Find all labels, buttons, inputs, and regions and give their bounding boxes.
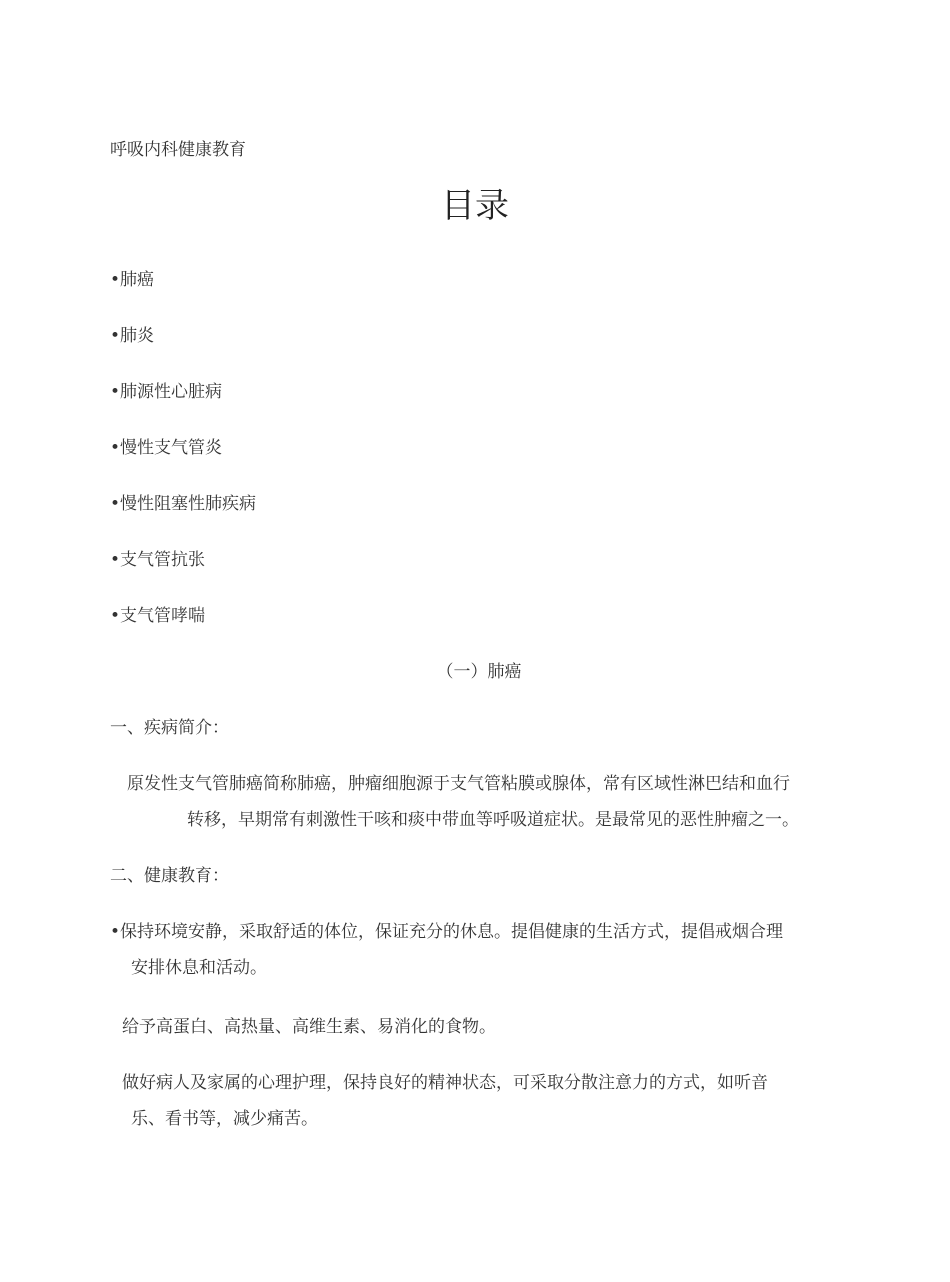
- bullet: •: [110, 326, 121, 346]
- bullet: •: [110, 606, 121, 626]
- intro-paragraph-line: 原发性支气管肺癌简称肺癌，肿瘤细胞源于支气管粘膜或腺体，常有区域性淋巴结和血行: [127, 774, 790, 794]
- toc-item: [110, 548, 205, 572]
- education-item-line: 做好病人及家属的心理护理，保持良好的精神状态，可采取分散注意力的方式，如听音: [122, 1073, 768, 1093]
- toc-item-label: 肺源性心脏病: [120, 382, 223, 402]
- toc-item-label: 肺炎: [120, 326, 155, 346]
- section-title: （一）肺癌: [436, 662, 522, 682]
- toc-item: [110, 380, 222, 404]
- toc-item-label: 慢性支气管炎: [120, 438, 223, 458]
- intro-heading: 一、疾病简介：: [110, 718, 229, 738]
- education-item-line: 乐、看书等，减少痛苦。: [131, 1109, 318, 1129]
- toc-item-label: 肺癌: [120, 270, 155, 290]
- toc-item: [110, 436, 222, 460]
- toc-item: [110, 324, 154, 348]
- education-item-line: •保持环境安静，采取舒适的体位，保证充分的休息。提倡健康的生活方式，提倡戒烟合理: [110, 922, 784, 942]
- bullet: •: [110, 494, 121, 514]
- bullet: •: [110, 438, 121, 458]
- toc-item: [110, 492, 256, 516]
- toc-item-label: 支气管抗张: [120, 550, 206, 570]
- intro-paragraph-line: 转移，早期常有刺激性干咳和痰中带血等呼吸道症状。是最常见的恶性肿瘤之一。: [187, 810, 799, 830]
- document-header: 呼吸内科健康教育: [110, 140, 246, 160]
- education-item-line: 安排休息和活动。: [131, 958, 267, 978]
- toc-item-label: 慢性阻塞性肺疾病: [120, 494, 257, 514]
- toc-title: 目录: [441, 186, 509, 226]
- education-heading: 二、健康教育：: [110, 866, 229, 886]
- toc-item: [110, 604, 205, 628]
- education-item: 给予高蛋白、高热量、高维生素、易消化的食物。: [122, 1017, 496, 1037]
- bullet: •: [110, 270, 121, 290]
- bullet: •: [110, 382, 121, 402]
- toc-item-label: 支气管哮喘: [120, 606, 206, 626]
- toc-item: [110, 268, 154, 292]
- bullet: •: [110, 550, 121, 570]
